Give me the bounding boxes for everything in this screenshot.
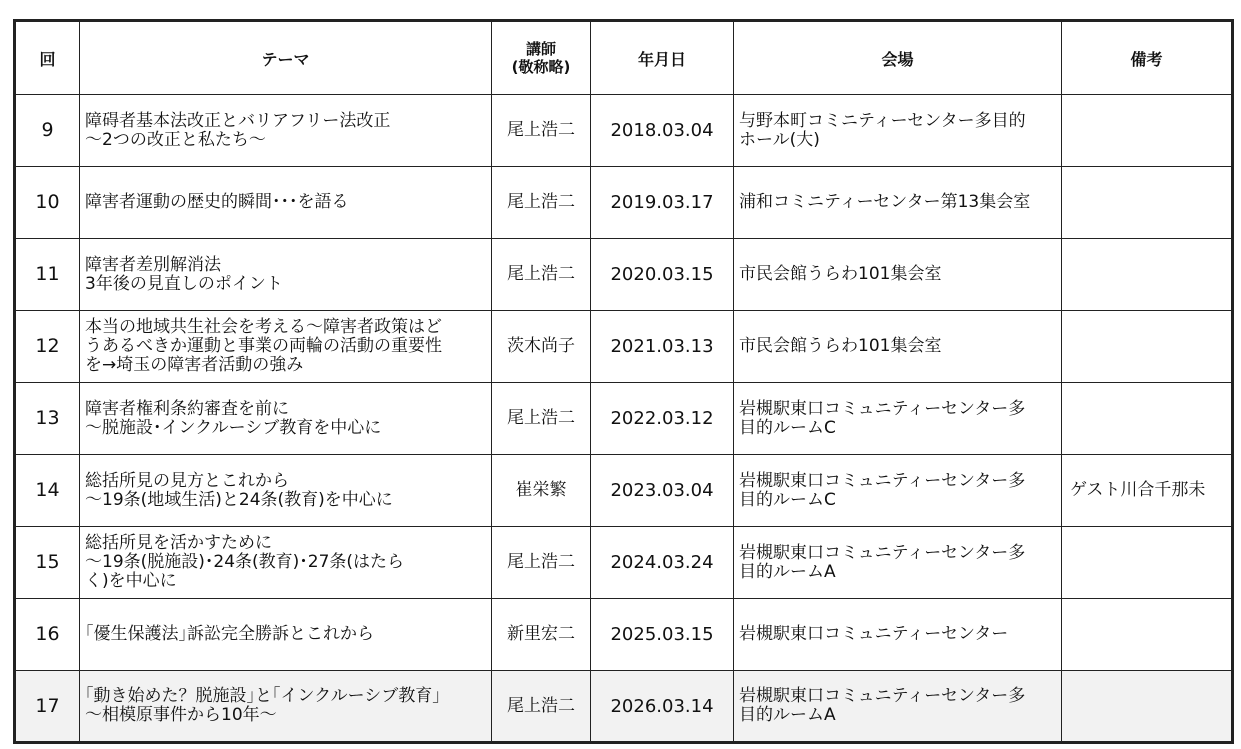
cell-lecturer: 尾上浩二 xyxy=(492,671,591,743)
cell-venue xyxy=(734,383,1062,455)
cell-lecturer: 尾上浩二 xyxy=(492,95,591,167)
table-row xyxy=(15,167,1233,239)
cell-remarks: ゲスト川合千那未 xyxy=(1062,455,1233,527)
table-row xyxy=(15,455,1233,527)
cell-venue xyxy=(734,671,1062,743)
cell-num: 10 xyxy=(15,167,80,239)
cell-theme xyxy=(80,383,492,455)
venue-line: 浦和コミニティーセンター第13集会室 xyxy=(739,192,1031,212)
theme-line: 総括所見の見方とこれから xyxy=(85,470,289,491)
venue-line: 岩槻駅東口コミュニティーセンター多 xyxy=(739,398,1026,419)
cell-num: 14 xyxy=(15,455,80,527)
cell-theme xyxy=(80,239,492,311)
cell-theme xyxy=(80,167,492,239)
header-lecturer xyxy=(492,21,591,95)
venue-line: 市民会館うらわ101集会室 xyxy=(739,264,942,284)
theme-line: 障碍者基本法改正とバリアフリー法改正 xyxy=(85,110,391,131)
cell-date: 2025.03.15 xyxy=(591,599,734,671)
cell-num: 17 xyxy=(15,671,80,743)
lecture-table-container xyxy=(13,19,1234,744)
table-row xyxy=(15,311,1233,383)
cell-venue xyxy=(734,95,1062,167)
cell-date: 2019.03.17 xyxy=(591,167,734,239)
theme-line: 本当の地域共生社会を考える～障害者政策はど xyxy=(85,317,442,337)
venue-line: 岩槻駅東口コミュニティーセンター xyxy=(739,624,1009,644)
cell-theme xyxy=(80,599,492,671)
header-lecturer-line1: 講師 xyxy=(525,40,556,58)
cell-venue xyxy=(734,455,1062,527)
cell-remarks xyxy=(1062,383,1233,455)
cell-date: 2021.03.13 xyxy=(591,311,734,383)
cell-num: 12 xyxy=(15,311,80,383)
venue-line: 目的ルームA xyxy=(739,705,836,725)
theme-line: 総括所見を活かすために xyxy=(85,533,272,553)
cell-num: 9 xyxy=(15,95,80,167)
theme-line: 障害者運動の歴史的瞬間･･･を語る xyxy=(85,192,349,212)
table-body xyxy=(15,95,1233,743)
table-row xyxy=(15,239,1233,311)
cell-lecturer: 新里宏二 xyxy=(492,599,591,671)
theme-line: ～脱施設･インクルーシブ教育を中心に xyxy=(85,417,382,438)
theme-line: ～相模原事件から10年～ xyxy=(85,705,277,725)
cell-remarks xyxy=(1062,95,1233,167)
venue-line: 目的ルームC xyxy=(739,417,836,438)
table-row xyxy=(15,671,1233,743)
header-lecturer-line2: (敬称略) xyxy=(511,58,571,76)
cell-date: 2018.03.04 xyxy=(591,95,734,167)
cell-theme xyxy=(80,671,492,743)
cell-venue xyxy=(734,311,1062,383)
cell-date: 2023.03.04 xyxy=(591,455,734,527)
table-row xyxy=(15,527,1233,599)
cell-remarks xyxy=(1062,527,1233,599)
cell-remarks xyxy=(1062,311,1233,383)
header-theme: テーマ xyxy=(80,21,492,95)
theme-line: 3年後の見直しのポイント xyxy=(85,273,283,294)
cell-theme xyxy=(80,311,492,383)
cell-lecturer: 茨木尚子 xyxy=(492,311,591,383)
theme-line: ～19条(脱施設)･24条(教育)･27条(はたら xyxy=(85,552,405,572)
cell-remarks xyxy=(1062,239,1233,311)
theme-line: ～2つの改正と私たち～ xyxy=(85,129,266,150)
header-row xyxy=(15,21,1233,95)
theme-line: 障害者差別解消法 xyxy=(85,254,221,275)
theme-line: ｢優生保護法｣訴訟完全勝訴とこれから xyxy=(85,624,374,644)
venue-line: 与野本町コミニティーセンター多目的 xyxy=(739,110,1026,131)
cell-num: 15 xyxy=(15,527,80,599)
venue-line: 市民会館うらわ101集会室 xyxy=(739,336,942,356)
cell-remarks xyxy=(1062,599,1233,671)
cell-venue xyxy=(734,239,1062,311)
venue-line: 岩槻駅東口コミュニティーセンター多 xyxy=(739,470,1026,491)
cell-num: 11 xyxy=(15,239,80,311)
cell-num: 16 xyxy=(15,599,80,671)
theme-line: を→埼玉の障害者活動の強み xyxy=(85,355,304,375)
cell-date: 2022.03.12 xyxy=(591,383,734,455)
cell-lecturer: 尾上浩二 xyxy=(492,527,591,599)
cell-lecturer: 尾上浩二 xyxy=(492,167,591,239)
header-remarks: 備考 xyxy=(1062,21,1233,95)
table-row xyxy=(15,383,1233,455)
header-num: 回 xyxy=(15,21,80,95)
theme-line: ～19条(地域生活)と24条(教育)を中心に xyxy=(85,489,393,510)
venue-line: 目的ルームA xyxy=(739,561,836,582)
table-row xyxy=(15,599,1233,671)
cell-theme xyxy=(80,527,492,599)
lecture-schedule-table xyxy=(13,19,1234,744)
cell-venue xyxy=(734,167,1062,239)
cell-remarks xyxy=(1062,167,1233,239)
cell-remarks xyxy=(1062,671,1233,743)
venue-line: ホール(大) xyxy=(739,129,820,150)
cell-date: 2024.03.24 xyxy=(591,527,734,599)
cell-venue xyxy=(734,527,1062,599)
theme-line: うあるべきか運動と事業の両輪の活動の重要性 xyxy=(85,336,442,356)
venue-line: 目的ルームC xyxy=(739,489,836,510)
cell-date: 2020.03.15 xyxy=(591,239,734,311)
cell-lecturer: 崔栄繁 xyxy=(492,455,591,527)
venue-line: 岩槻駅東口コミュニティーセンター多 xyxy=(739,542,1026,563)
cell-venue xyxy=(734,599,1062,671)
theme-line: く)を中心に xyxy=(85,571,177,591)
theme-line: ｢動き始めた？脱施設｣と｢インクルーシブ教育｣ xyxy=(85,686,441,706)
cell-date: 2026.03.14 xyxy=(591,671,734,743)
cell-theme xyxy=(80,455,492,527)
header-venue: 会場 xyxy=(734,21,1062,95)
cell-lecturer: 尾上浩二 xyxy=(492,383,591,455)
venue-line: 岩槻駅東口コミュニティーセンター多 xyxy=(739,686,1026,706)
table-row xyxy=(15,95,1233,167)
theme-line: 障害者権利条約審査を前に xyxy=(85,398,289,419)
cell-lecturer: 尾上浩二 xyxy=(492,239,591,311)
cell-num: 13 xyxy=(15,383,80,455)
cell-theme xyxy=(80,95,492,167)
header-date: 年月日 xyxy=(591,21,734,95)
